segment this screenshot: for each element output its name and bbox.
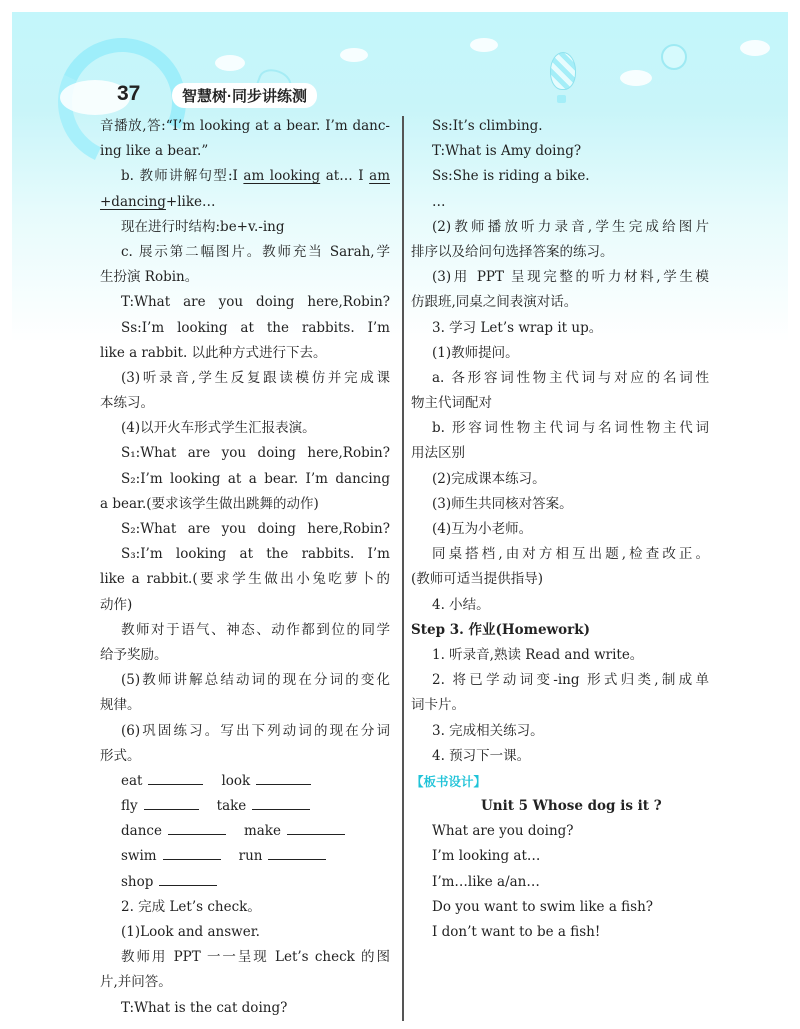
underlined-phrase: am looking [243, 168, 321, 185]
text-line: Ss:It’s climbing. [432, 118, 543, 134]
text-line: 教师对于语气、神态、动作都到位的同学 [121, 621, 390, 638]
text-line: 规律。 [100, 697, 141, 714]
text-line: What are you doing? [432, 823, 574, 840]
text-line: 3. 完成相关练习。 [432, 722, 544, 739]
text-line: 物主代词配对 [411, 395, 492, 412]
text-line: 1. 听录音,熟读 Read and write。 [432, 646, 644, 663]
answer-blank[interactable] [252, 795, 310, 810]
text-line: (1)教师提问。 [432, 344, 519, 361]
text-line: (1)Look and answer. [121, 924, 260, 940]
text-line [100, 819, 390, 844]
text-line [100, 870, 390, 895]
text-line: 4. 小结。 [432, 596, 490, 613]
right-column [411, 114, 709, 945]
text-line: S₂:I’m looking at a bear. I’m dancing [121, 470, 390, 487]
sun-illustration [661, 44, 687, 70]
text-line: 仿跟班,同桌之间表演对话。 [411, 294, 578, 311]
page-number: 37 [117, 82, 141, 105]
text-line: (4)以开火车形式学生汇报表演。 [121, 420, 316, 437]
text-line [100, 190, 390, 215]
answer-blank[interactable] [256, 770, 311, 785]
text-line: (4)互为小老师。 [432, 521, 533, 537]
text-line: ing like a bear.” [100, 143, 209, 160]
text-line: (3)听录音,学生反复跟读模仿并完成课 [121, 369, 390, 386]
text-line: 本练习。 [100, 395, 154, 412]
text-line [100, 164, 390, 189]
text-line: (6)巩固练习。写出下列动词的现在分词 [121, 722, 390, 739]
verb-label: dance [121, 823, 162, 840]
text-line: 用法区别 [411, 445, 465, 462]
text-line: (教师可适当提供指导) [411, 571, 544, 588]
text-line: S₂:What are you doing here,Robin? [121, 521, 390, 537]
text-line: 2. 完成 Let’s check。 [121, 898, 261, 915]
text-line: … [432, 193, 446, 210]
text-line: I’m…like a/an… [432, 873, 540, 890]
text-line: like a rabbit.(要求学生做出小兔吃萝卜的 [100, 571, 390, 588]
underlined-phrase: +dancing [100, 193, 166, 210]
text-line: like a rabbit. 以此种方式进行下去。 [100, 344, 327, 361]
text-line: Do you want to swim like a fish? [432, 898, 654, 915]
underlined-phrase: am [369, 168, 390, 185]
answer-blank[interactable] [144, 795, 199, 810]
text-line: Ss:I’m looking at the rabbits. I’m [121, 319, 390, 336]
answer-blank[interactable] [163, 845, 221, 860]
text-line: 现在进行时结构:be+v.-ing [121, 218, 285, 235]
series-title: 智慧树·同步讲练测 [172, 83, 317, 108]
text-line: a bear.(要求该学生做出跳舞的动作) [100, 495, 319, 512]
text-line: 【板书设计】 [411, 773, 487, 789]
cloud-illustration [740, 40, 770, 56]
verb-label: shop [121, 873, 154, 890]
verb-label: swim [121, 848, 157, 865]
text-line: (3)用 PPT 呈现完整的听力材料,学生模 [432, 269, 709, 286]
column-divider [402, 116, 404, 1021]
text-line: 排序以及给问句选择答案的练习。 [411, 243, 614, 260]
text-line: T:What are you doing here,Robin? [121, 294, 390, 311]
balloon-basket-illustration [557, 95, 566, 103]
verb-label: eat [121, 772, 143, 789]
text-line: 形式。 [100, 747, 141, 764]
text-line: (3)师生共同核对答案。 [432, 495, 573, 512]
verb-label: make [243, 823, 281, 840]
text-line: 3. 学习 Let’s wrap it up。 [432, 319, 603, 336]
cloud-illustration [340, 48, 368, 62]
text-line: T:What is Amy doing? [432, 143, 582, 160]
answer-blank[interactable] [268, 845, 326, 860]
answer-blank[interactable] [159, 871, 217, 886]
verb-label: run [238, 848, 263, 865]
text-line [100, 844, 390, 869]
text-line: S₃:I’m looking at the rabbits. I’m [121, 546, 390, 563]
text-line: 动作) [100, 596, 133, 613]
text-line: 给予奖励。 [100, 646, 168, 663]
text-line: 教师用 PPT 一一呈现 Let’s check 的图 [121, 949, 390, 966]
text-segment: at… I [320, 168, 370, 185]
text-line: 2. 将已学动词变-ing 形式归类,制成单 [432, 672, 709, 689]
text-line: b. 形容词性物主代词与名词性物主代词 [432, 420, 709, 437]
text-line: I don’t want to be a fish! [432, 924, 601, 940]
text-line: (5)教师讲解总结动词的现在分词的变化 [121, 672, 390, 689]
text-line: I’m looking at… [432, 848, 541, 865]
verb-label: look [221, 772, 251, 789]
left-column [100, 114, 390, 1021]
cloud-illustration [620, 70, 652, 86]
text-line: 生扮演 Robin。 [100, 269, 199, 286]
text-line: T:What is the cat doing? [121, 999, 288, 1016]
text-line: 同桌搭档,由对方相互出题,检查改正。 [432, 546, 709, 563]
cloud-illustration [470, 38, 498, 52]
text-line: 片,并问答。 [100, 974, 172, 991]
text-line: Step 3. 作业(Homework) [411, 621, 591, 638]
text-line: (2)教师播放听力录音,学生完成给图片 [432, 218, 709, 235]
text-line: S₁:What are you doing here,Robin? [121, 445, 390, 462]
text-line: Unit 5 Whose dog is it ? [481, 798, 662, 815]
answer-blank[interactable] [148, 770, 203, 785]
text-line [100, 769, 390, 794]
text-line: 4. 预习下一课。 [432, 747, 531, 764]
text-segment: +like… [165, 193, 216, 210]
text-line: (2)完成课本练习。 [432, 470, 546, 487]
text-line: 词卡片。 [411, 697, 465, 714]
text-line: Ss:She is riding a bike. [432, 168, 590, 185]
verb-label: fly [121, 798, 138, 815]
text-line: c. 展示第二幅图片。教师充当 Sarah,学 [121, 243, 390, 260]
text-line [100, 794, 390, 819]
text-line: a. 各形容词性物主代词与对应的名词性 [432, 369, 709, 386]
answer-blank[interactable] [168, 820, 226, 835]
cloud-illustration [215, 55, 245, 71]
verb-label: take [216, 798, 247, 815]
text-line: 音播放,答:“I’m looking at a bear. I’m danc- [100, 118, 390, 134]
text-segment: b. 教师讲解句型:I [121, 168, 244, 185]
hot-air-balloon-illustration [550, 52, 576, 90]
answer-blank[interactable] [287, 820, 345, 835]
